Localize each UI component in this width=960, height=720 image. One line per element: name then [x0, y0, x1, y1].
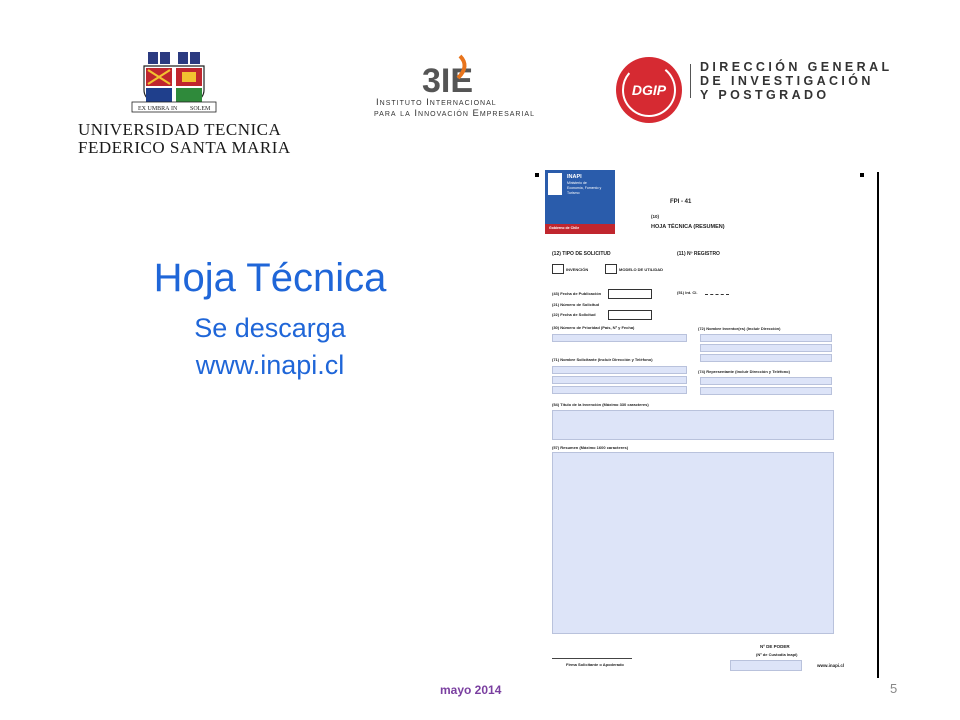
inventores-label: (72) Nombre Inventor(es) (Incluir Dirección)	[698, 326, 781, 331]
inapi-sub1: Ministerio de	[567, 181, 587, 185]
dgip-name-line3: Y POSTGRADO	[700, 88, 830, 102]
titulo-label: (54) Título de la Invención (Máximo 330 caracteres)	[552, 402, 649, 407]
chile-crest-icon	[548, 173, 562, 195]
fecha-sol-label: (22) Fecha de Solicitud	[552, 312, 596, 317]
3ie-mark-text: 3IE	[422, 62, 474, 98]
inapi-sub2: Economía, Fomento y	[567, 186, 602, 190]
usm-motto-left: EX UMBRA	[138, 106, 170, 112]
usm-name-line1: UNIVERSIDAD TECNICA	[78, 120, 282, 139]
prioridad-label: (30) Número de Prioridad (País, Nº y Fecha)	[552, 325, 635, 330]
form-code-num: (10)	[651, 214, 660, 219]
registro-label: (11) Nº REGISTRO	[677, 251, 720, 257]
slide-subtitle-download: Se descarga	[194, 313, 346, 343]
int-cl-label: (51) Int. Cl.	[677, 290, 698, 295]
representante-label: (74) Representante (Incluir Dirección y Teléfono)	[698, 369, 790, 374]
inapi-title: INAPI	[567, 174, 582, 180]
solicitante-label: (71) Nombre Solicitante (Incluir Dirección y Teléfono)	[552, 357, 653, 362]
resumen-field	[552, 452, 834, 634]
gobierno-label: Gobierno de Chile	[549, 226, 580, 230]
form-web: www.inapi.cl	[817, 663, 845, 668]
modelo-checkbox	[605, 264, 617, 274]
firma-label: Firma Solicitante o Apoderado	[566, 662, 624, 667]
slide-title: Hoja Técnica	[153, 256, 387, 300]
titulo-field	[552, 410, 834, 440]
resumen-label: (57) Resumen (Máximo 1600 caracteres)	[552, 445, 629, 450]
dgip-name-line1: DIRECCIÓN GENERAL	[700, 60, 893, 74]
footer-date: mayo 2014	[440, 683, 502, 697]
invencion-label: INVENCIÓN	[566, 267, 589, 272]
inapi-logo-block	[545, 170, 615, 234]
custodia-label: (Nº de Custodia Inapi)	[756, 652, 798, 657]
tipo-label: (12) TIPO DE SOLICITUD	[552, 251, 611, 257]
3ie-logo-mark	[420, 52, 484, 98]
dgip-separator	[690, 64, 691, 98]
form-code: FPI - 41	[670, 199, 692, 205]
3ie-name-line1: Instituto Internacional	[376, 97, 497, 108]
slide-subtitle-url: www.inapi.cl	[195, 350, 345, 380]
dgip-name-line2: DE INVESTIGACIÓN	[700, 74, 874, 88]
poder-field	[730, 660, 802, 671]
modelo-label: MODELO DE UTILIDAD	[619, 267, 663, 272]
page-number: 5	[890, 681, 898, 696]
fpi41-form-image	[520, 160, 882, 682]
usm-motto-right: SOLEM	[190, 106, 211, 112]
poder-label: Nº DE PODER	[760, 644, 790, 649]
form-right-border	[877, 172, 879, 678]
dgip-circle-text: DGIP	[631, 82, 667, 98]
usm-motto-mid: IN	[171, 106, 178, 112]
invencion-checkbox	[552, 264, 564, 274]
usm-name-line2: FEDERICO SANTA MARIA	[78, 138, 291, 157]
inapi-sub3: Turismo	[567, 191, 580, 195]
num-sol-label: (21) Número de Solicitud	[552, 302, 600, 307]
dgip-logo-circle	[614, 55, 684, 125]
form-heading: HOJA TÉCNICA (RESUMEN)	[651, 224, 725, 230]
3ie-name-line2: para la Innovación Empresarial	[374, 108, 535, 119]
usm-crest-logo	[130, 52, 218, 114]
fecha-pub-label: (43) Fecha de Publicación	[552, 291, 602, 296]
